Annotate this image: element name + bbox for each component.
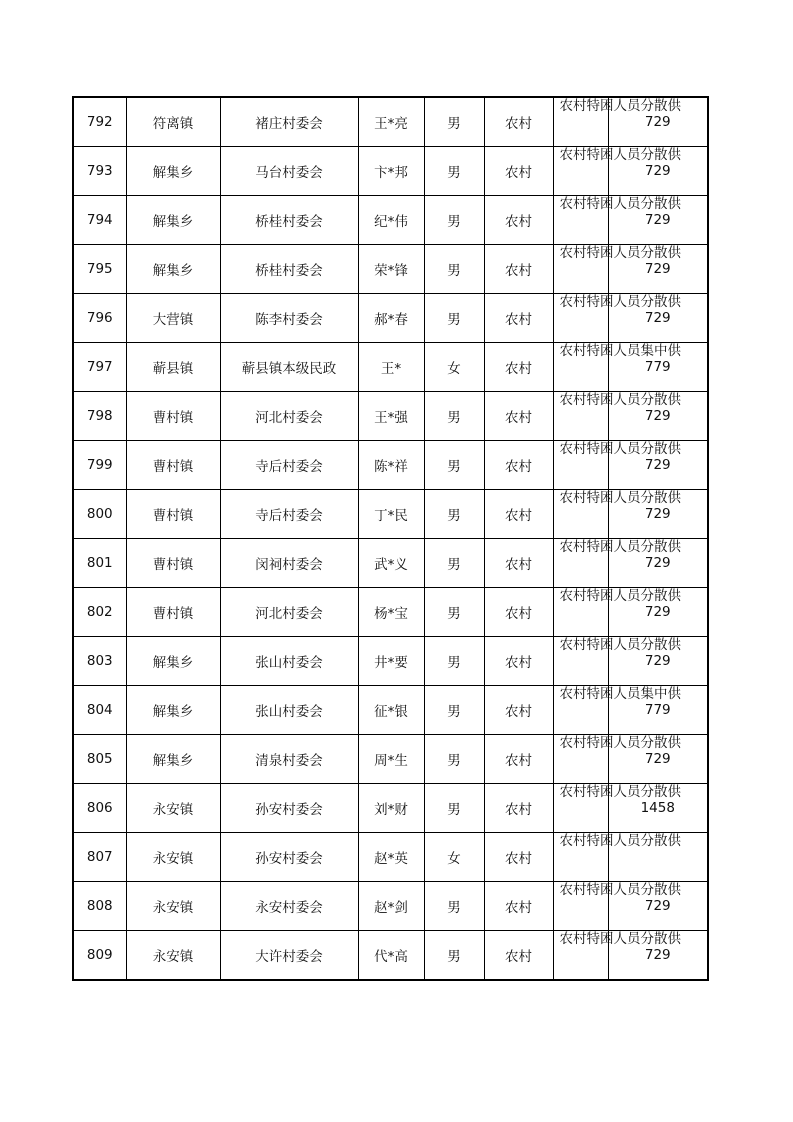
row-number-cell: 807 xyxy=(73,833,126,882)
village-cell: 孙安村委会 xyxy=(220,784,358,833)
name-cell: 杨*宝 xyxy=(358,588,424,637)
amount-cell: 1458 xyxy=(608,784,708,833)
category-text: 农村特困人员分散供 xyxy=(559,196,681,212)
name-cell: 陈*祥 xyxy=(358,441,424,490)
row-number-cell: 798 xyxy=(73,392,126,441)
category-text: 农村特困人员分散供 xyxy=(559,735,681,751)
category-text: 农村特困人员分散供 xyxy=(559,294,681,310)
name-cell: 郝*春 xyxy=(358,294,424,343)
row-number-cell: 793 xyxy=(73,147,126,196)
table-row xyxy=(73,392,708,441)
sex-cell: 男 xyxy=(424,196,484,245)
village-cell: 桥桂村委会 xyxy=(220,196,358,245)
amount-cell: 729 xyxy=(608,294,708,343)
area-cell: 农村 xyxy=(484,784,553,833)
row-number-cell: 797 xyxy=(73,343,126,392)
village-cell: 河北村委会 xyxy=(220,392,358,441)
category-text: 农村特困人员分散供 xyxy=(559,392,681,408)
village-cell: 褚庄村委会 xyxy=(220,97,358,147)
town-cell: 永安镇 xyxy=(126,784,220,833)
category-text: 农村特困人员分散供 xyxy=(559,245,681,261)
area-cell: 农村 xyxy=(484,539,553,588)
name-cell: 纪*伟 xyxy=(358,196,424,245)
sex-cell: 男 xyxy=(424,490,484,539)
category-text: 农村特困人员分散供 xyxy=(559,147,681,163)
table-row xyxy=(73,490,708,539)
village-cell: 陈李村委会 xyxy=(220,294,358,343)
town-cell: 大营镇 xyxy=(126,294,220,343)
village-cell: 张山村委会 xyxy=(220,686,358,735)
town-cell: 解集乡 xyxy=(126,735,220,784)
village-cell: 闵祠村委会 xyxy=(220,539,358,588)
category-text: 农村特困人员分散供 xyxy=(559,98,681,114)
sex-cell: 男 xyxy=(424,735,484,784)
town-cell: 永安镇 xyxy=(126,931,220,981)
town-cell: 曹村镇 xyxy=(126,441,220,490)
category-text: 农村特困人员分散供 xyxy=(559,882,681,898)
row-number-cell: 801 xyxy=(73,539,126,588)
row-number-cell: 802 xyxy=(73,588,126,637)
category-text: 农村特困人员分散供 xyxy=(559,588,681,604)
town-cell: 解集乡 xyxy=(126,686,220,735)
area-cell: 农村 xyxy=(484,294,553,343)
category-text: 农村特困人员分散供 xyxy=(559,637,681,653)
name-cell: 赵*剑 xyxy=(358,882,424,931)
table-row xyxy=(73,245,708,294)
village-cell: 孙安村委会 xyxy=(220,833,358,882)
table-row xyxy=(73,147,708,196)
sex-cell: 男 xyxy=(424,882,484,931)
row-number-cell: 796 xyxy=(73,294,126,343)
sex-cell: 男 xyxy=(424,637,484,686)
village-cell: 蕲县镇本级民政 xyxy=(220,343,358,392)
amount-cell: 729 xyxy=(608,490,708,539)
row-number-cell: 792 xyxy=(73,97,126,147)
village-cell: 寺后村委会 xyxy=(220,490,358,539)
table-row xyxy=(73,882,708,931)
village-cell: 清泉村委会 xyxy=(220,735,358,784)
row-number-cell: 799 xyxy=(73,441,126,490)
amount-cell: 729 xyxy=(608,735,708,784)
category-text: 农村特困人员集中供 xyxy=(559,343,681,359)
row-number-cell: 806 xyxy=(73,784,126,833)
town-cell: 解集乡 xyxy=(126,196,220,245)
table-row xyxy=(73,588,708,637)
sex-cell: 男 xyxy=(424,784,484,833)
village-cell: 大许村委会 xyxy=(220,931,358,981)
area-cell: 农村 xyxy=(484,833,553,882)
amount-cell: 729 xyxy=(608,931,708,981)
table-row xyxy=(73,931,708,981)
amount-cell: 729 xyxy=(608,245,708,294)
town-cell: 蕲县镇 xyxy=(126,343,220,392)
name-cell: 王*亮 xyxy=(358,97,424,147)
town-cell: 解集乡 xyxy=(126,147,220,196)
area-cell: 农村 xyxy=(484,931,553,981)
area-cell: 农村 xyxy=(484,343,553,392)
table-row xyxy=(73,441,708,490)
category-text: 农村特困人员分散供 xyxy=(559,833,681,849)
table-row xyxy=(73,686,708,735)
table-row xyxy=(73,343,708,392)
area-cell: 农村 xyxy=(484,882,553,931)
area-cell: 农村 xyxy=(484,245,553,294)
village-cell: 寺后村委会 xyxy=(220,441,358,490)
name-cell: 王*强 xyxy=(358,392,424,441)
sex-cell: 男 xyxy=(424,539,484,588)
amount-cell: 729 xyxy=(608,637,708,686)
amount-cell: 729 xyxy=(608,196,708,245)
table-row xyxy=(73,637,708,686)
name-cell: 刘*财 xyxy=(358,784,424,833)
area-cell: 农村 xyxy=(484,97,553,147)
sex-cell: 男 xyxy=(424,245,484,294)
name-cell: 周*生 xyxy=(358,735,424,784)
amount-cell: 729 xyxy=(608,588,708,637)
category-text: 农村特困人员分散供 xyxy=(559,931,681,947)
village-cell: 河北村委会 xyxy=(220,588,358,637)
row-number-cell: 804 xyxy=(73,686,126,735)
town-cell: 解集乡 xyxy=(126,245,220,294)
category-text: 农村特困人员分散供 xyxy=(559,784,681,800)
table-body xyxy=(73,97,708,980)
name-cell: 荣*锋 xyxy=(358,245,424,294)
village-cell: 马台村委会 xyxy=(220,147,358,196)
name-cell: 武*义 xyxy=(358,539,424,588)
name-cell: 赵*英 xyxy=(358,833,424,882)
town-cell: 曹村镇 xyxy=(126,392,220,441)
records-table xyxy=(72,96,709,981)
town-cell: 永安镇 xyxy=(126,882,220,931)
row-number-cell: 809 xyxy=(73,931,126,981)
table-row xyxy=(73,833,708,882)
table-row xyxy=(73,196,708,245)
sex-cell: 男 xyxy=(424,392,484,441)
name-cell: 井*要 xyxy=(358,637,424,686)
row-number-cell: 805 xyxy=(73,735,126,784)
town-cell: 曹村镇 xyxy=(126,539,220,588)
table-row xyxy=(73,539,708,588)
town-cell: 曹村镇 xyxy=(126,490,220,539)
amount-cell: 779 xyxy=(608,343,708,392)
area-cell: 农村 xyxy=(484,637,553,686)
category-text: 农村特困人员集中供 xyxy=(559,686,681,702)
category-text: 农村特困人员分散供 xyxy=(559,490,681,506)
name-cell: 王* xyxy=(358,343,424,392)
name-cell: 丁*民 xyxy=(358,490,424,539)
area-cell: 农村 xyxy=(484,588,553,637)
row-number-cell: 800 xyxy=(73,490,126,539)
amount-cell: 729 xyxy=(608,441,708,490)
sex-cell: 男 xyxy=(424,686,484,735)
town-cell: 符离镇 xyxy=(126,97,220,147)
sex-cell: 女 xyxy=(424,833,484,882)
sex-cell: 男 xyxy=(424,294,484,343)
village-cell: 张山村委会 xyxy=(220,637,358,686)
table-row xyxy=(73,735,708,784)
village-cell: 桥桂村委会 xyxy=(220,245,358,294)
area-cell: 农村 xyxy=(484,686,553,735)
sex-cell: 男 xyxy=(424,97,484,147)
village-cell: 永安村委会 xyxy=(220,882,358,931)
amount-cell: 729 xyxy=(608,539,708,588)
amount-cell: 729 xyxy=(608,147,708,196)
area-cell: 农村 xyxy=(484,392,553,441)
row-number-cell: 794 xyxy=(73,196,126,245)
category-text: 农村特困人员分散供 xyxy=(559,539,681,555)
table-row xyxy=(73,784,708,833)
area-cell: 农村 xyxy=(484,196,553,245)
amount-cell: 729 xyxy=(608,97,708,147)
row-number-cell: 808 xyxy=(73,882,126,931)
category-cell xyxy=(553,833,681,882)
name-cell: 代*高 xyxy=(358,931,424,981)
name-cell: 征*银 xyxy=(358,686,424,735)
area-cell: 农村 xyxy=(484,490,553,539)
town-cell: 解集乡 xyxy=(126,637,220,686)
name-cell: 卞*邦 xyxy=(358,147,424,196)
area-cell: 农村 xyxy=(484,441,553,490)
area-cell: 农村 xyxy=(484,147,553,196)
sex-cell: 男 xyxy=(424,147,484,196)
amount-cell: 729 xyxy=(608,882,708,931)
table-row xyxy=(73,97,708,147)
amount-cell: 729 xyxy=(608,392,708,441)
sex-cell: 男 xyxy=(424,588,484,637)
town-cell: 永安镇 xyxy=(126,833,220,882)
table-row xyxy=(73,294,708,343)
sex-cell: 女 xyxy=(424,343,484,392)
area-cell: 农村 xyxy=(484,735,553,784)
amount-cell: 779 xyxy=(608,686,708,735)
sex-cell: 男 xyxy=(424,441,484,490)
row-number-cell: 803 xyxy=(73,637,126,686)
row-number-cell: 795 xyxy=(73,245,126,294)
town-cell: 曹村镇 xyxy=(126,588,220,637)
category-text: 农村特困人员分散供 xyxy=(559,441,681,457)
sex-cell: 男 xyxy=(424,931,484,981)
